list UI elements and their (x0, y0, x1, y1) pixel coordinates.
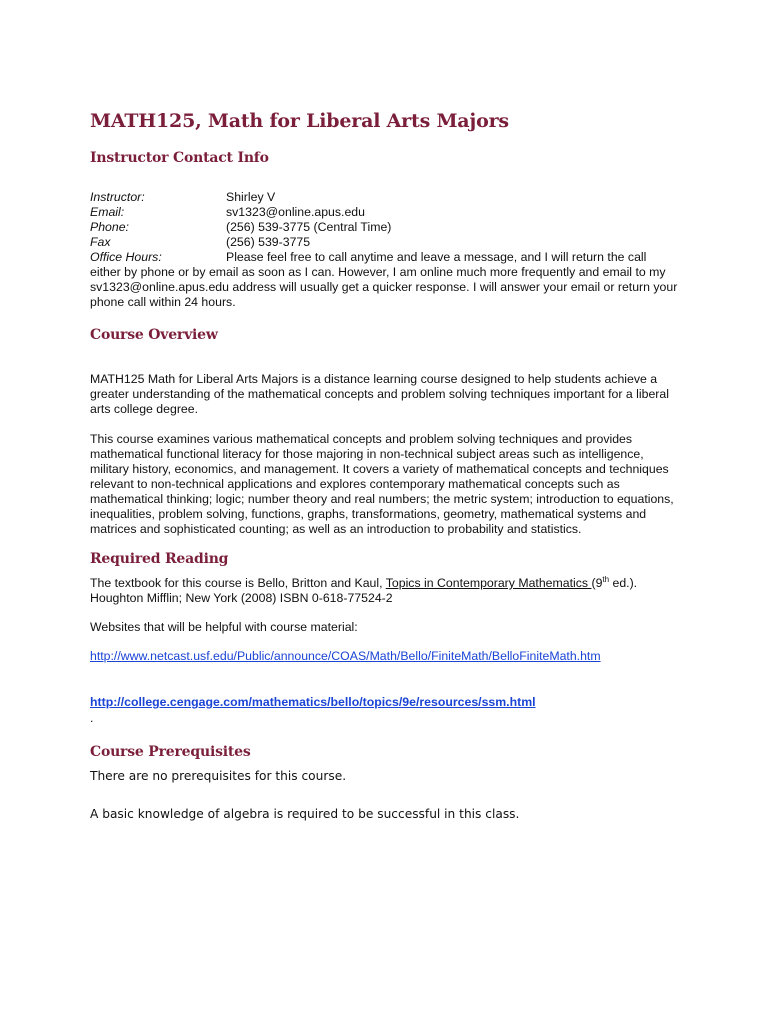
fax-row (90, 235, 680, 250)
email-label: Email: (90, 205, 125, 219)
reading-heading: Required Reading (90, 551, 229, 567)
edition-open: (9 (591, 576, 603, 590)
page-title: MATH125, Math for Liberal Arts Majors (90, 110, 509, 132)
fax-value: (256) 539-3775 (226, 235, 311, 249)
stray-mark: . (90, 711, 94, 725)
office-hours-text: Please feel free to call anytime and leave a message, and I will return the call either by phone or by email as soon as I can. However, I am online much more frequently and email to my sv1323@online.apus.edu address will usually get a quicker response. I will answer your email or return your phone call within 24 hours. (90, 250, 678, 309)
book-title: Topics in Contemporary Mathematics (385, 576, 592, 590)
textbook-citation (90, 576, 680, 606)
contact-heading: Instructor Contact Info (90, 150, 269, 166)
instructor-row (90, 190, 680, 205)
instructor-label: Instructor: (90, 190, 145, 204)
phone-row (90, 220, 680, 235)
email-value: sv1323@online.apus.edu (226, 205, 365, 219)
contact-info (90, 190, 680, 310)
prereq-heading: Course Prerequisites (90, 744, 251, 760)
phone-value: (256) 539-3775 (Central Time) (226, 220, 392, 234)
citation-lead: The textbook for this course is Bello, Britton and Kaul, (90, 576, 386, 590)
fax-label: Fax (90, 235, 111, 249)
publisher-info: Houghton Mifflin; New York (2008) ISBN 0-618-77524-2 (90, 591, 393, 605)
prereq-line-2: A basic knowledge of algebra is required to be successful in this class. (90, 807, 520, 821)
overview-paragraph-1: MATH125 Math for Liberal Arts Majors is a distance learning course designed to help students achieve a greater understanding of the mathematical concepts and problem solving techniques important for a liberal arts college degree. (90, 372, 669, 416)
phone-label: Phone: (90, 220, 129, 234)
edition-close: ed.). (609, 576, 638, 590)
instructor-value: Shirley V (226, 190, 276, 204)
overview-paragraph-2: This course examines various mathematical concepts and problem solving techniques and provides mathematical functional literacy for those majoring in non-technical subject areas such as intelligence, military history, economics, and management. It covers a variety of mathematical concepts and techniques relevant to non-technical applications and explores contemporary mathematical concepts such as mathematical thinking; logic; number theory and real numbers; the metric system; introduction to equations, inequalities, problem solving, functions, graphs, transformations, geometry, mathematical systems and matrices and sophisticated counting; as well as an introduction to probability and statistics. (90, 432, 674, 536)
websites-intro: Websites that will be helpful with course material: (90, 620, 358, 634)
prereq-line-1: There are no prerequisites for this course. (90, 769, 347, 783)
resource-link-netcast[interactable]: http://www.netcast.usf.edu/Public/announce/COAS/Math/Bello/FiniteMath/BelloFiniteMath.htm (90, 649, 601, 663)
resource-link-cengage[interactable]: http://college.cengage.com/mathematics/bello/topics/9e/resources/ssm.html (90, 695, 536, 709)
office-hours-label: Office Hours: (90, 250, 162, 264)
edition-superscript: th (602, 574, 610, 584)
email-row (90, 205, 680, 220)
overview-heading: Course Overview (90, 327, 218, 343)
office-hours (90, 250, 680, 310)
